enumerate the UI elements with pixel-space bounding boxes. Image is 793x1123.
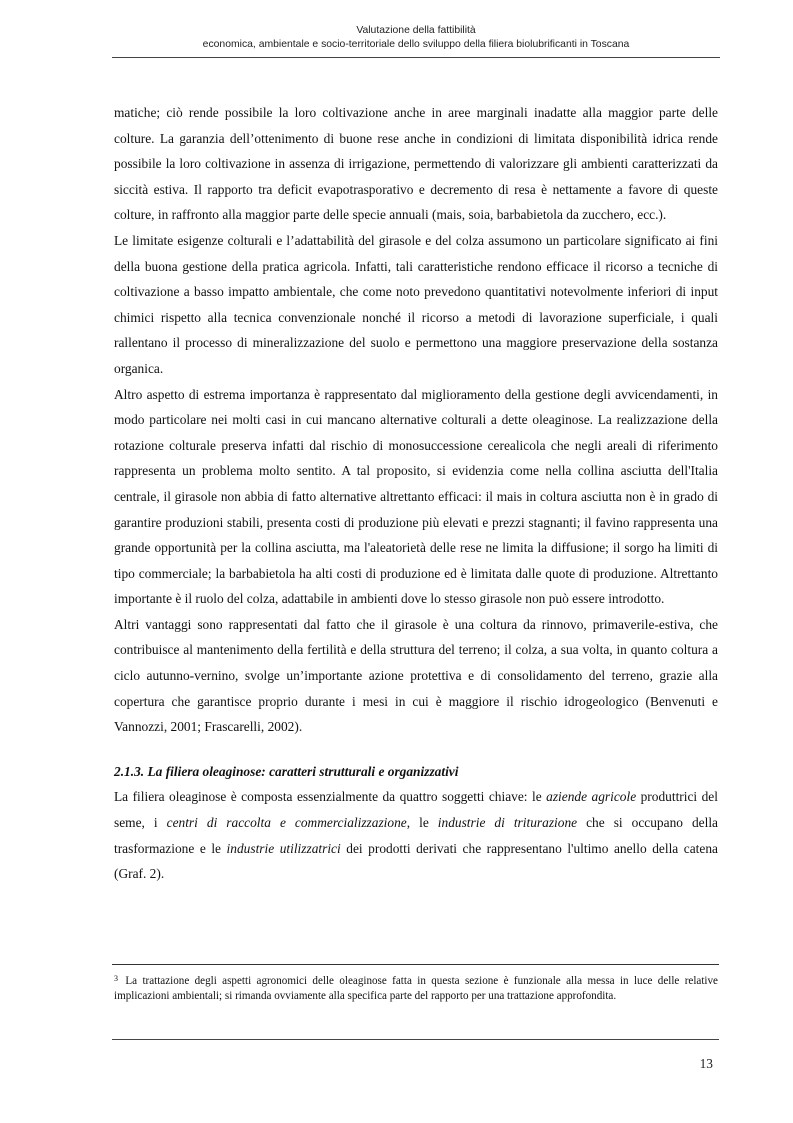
header-line-1: Valutazione della fattibilità <box>356 25 476 36</box>
emphasis-centri: centri di raccolta e commercializzazione <box>166 815 407 831</box>
text-run: produttrici del seme, i <box>114 789 718 831</box>
footnote <box>114 972 718 1003</box>
paragraph-4: Altri vantaggi sono rappresentati dal fatto che il girasole è una coltura da rinnovo, primaverile-estiva, che contribuisce al mantenimento della fertilità e della struttura del terreno; il colza, a sua volta, in quanto coltura a ciclo autunno-vernino, svolge un’importante azione protettiva e di consolidamento del terreno, grazie alla copertura che garantisce proprio durante i mesi in cui è maggiore il rischio idrogeologico (Benvenuti e Vannozzi, 2001; Frascarelli, 2002). <box>114 616 718 735</box>
header-line-2: economica, ambientale e socio-territoriale dello sviluppo della filiera biolubrificanti in Toscana <box>202 38 630 50</box>
text-run: , le <box>406 815 438 831</box>
emphasis-aziende: aziende agricole <box>546 789 637 805</box>
running-header <box>112 24 720 51</box>
footnote-text: La trattazione degli aspetti agronomici delle oleaginose fatta in questa sezione è funzionale alla messa in luce delle relative implicazioni ambientali; si rimanda ovviamente alla specifica parte del rapporto per una trattazione approfondita. <box>114 975 718 1002</box>
text-run: dei prodotti derivati che rappresentano l'ultimo anello della catena (Graf. 2). <box>114 840 718 882</box>
header-rule <box>112 57 720 58</box>
page-number: 13 <box>699 1056 713 1071</box>
paragraph-3: Altro aspetto di estrema importanza è rappresentato dal miglioramento della gestione degli avvicendamenti, in modo particolare nei molti casi in cui mancano alternative colturali a dette oleaginose. La realizzazione della rotazione colturale preserva infatti dal rischio di monosuccessione cerealicola che negli areali di riferimento rappresenta un problema molto sentito. A tal proposito, si evidenzia come nella collina asciutta dell'Italia centrale, il girasole non abbia di fatto alternative altrettanto efficaci: il mais in coltura asciutta non è in grado di garantire produzioni stabili, presenta costi di produzione più elevati e prezzi stagnanti; il favino rappresenta una grande opportunità per la collina asciutta, ma l'aleatorietà delle rese ne limita la diffusione; il sorgo ha limiti di tipo commerciale; la barbabietola ha alti costi di produzione ed è limitata dalle quote di produzione. Altrettanto importante è il ruolo del colza, adattabile in ambienti dove lo stesso girasole non può essere introdotto. <box>114 386 718 607</box>
section-heading: 2.1.3. La filiera oleaginose: caratteri strutturali e organizzativi <box>114 763 459 779</box>
footnote-rule <box>112 964 719 965</box>
footnote-marker: 3 <box>114 974 118 983</box>
emphasis-industrie-triturazione: industrie di triturazione <box>437 815 578 831</box>
paragraph-1: matiche; ciò rende possibile la loro coltivazione anche in aree marginali inadatte alla maggior parte delle colture. La garanzia dell’ottenimento di buone rese anche in condizioni di limitata disponibilità idrica rende possibile la loro coltivazione in assenza di irrigazione, permettendo di valorizzare gli ambienti caratterizzati da siccità estiva. Il rapporto tra deficit evapotrasporativo e decremento di resa è nettamente a favore di queste colture, in raffronto alla maggior parte delle specie annuali (mais, soia, barbabietola da zucchero, ecc.). <box>114 105 718 223</box>
page-body <box>114 100 718 887</box>
footer-rule <box>112 1039 719 1040</box>
text-run: La filiera oleaginose è composta essenzialmente da quattro soggetti chiave: le <box>114 789 547 805</box>
text-run: che si occupano della trasformazione e le <box>114 815 719 856</box>
section-paragraph <box>114 784 718 886</box>
emphasis-industrie-utilizzatrici: industrie utilizzatrici <box>226 840 341 856</box>
paragraph-2: Le limitate esigenze colturali e l’adattabilità del girasole e del colza assumono un particolare significato ai fini della buona gestione della pratica agricola. Infatti, tali caratteristiche rendono efficace il ricorso a tecniche di coltivazione a basso impatto ambientale, che come noto prevedono quantitativi notevolmente inferiori di input chimici rispetto alla tecnica convenzionale nonché il ricorso a metodi di lavorazione superficiale, i quali rallentano il processo di mineralizzazione del suolo e permettono una maggiore preservazione della sostanza organica. <box>114 232 718 376</box>
